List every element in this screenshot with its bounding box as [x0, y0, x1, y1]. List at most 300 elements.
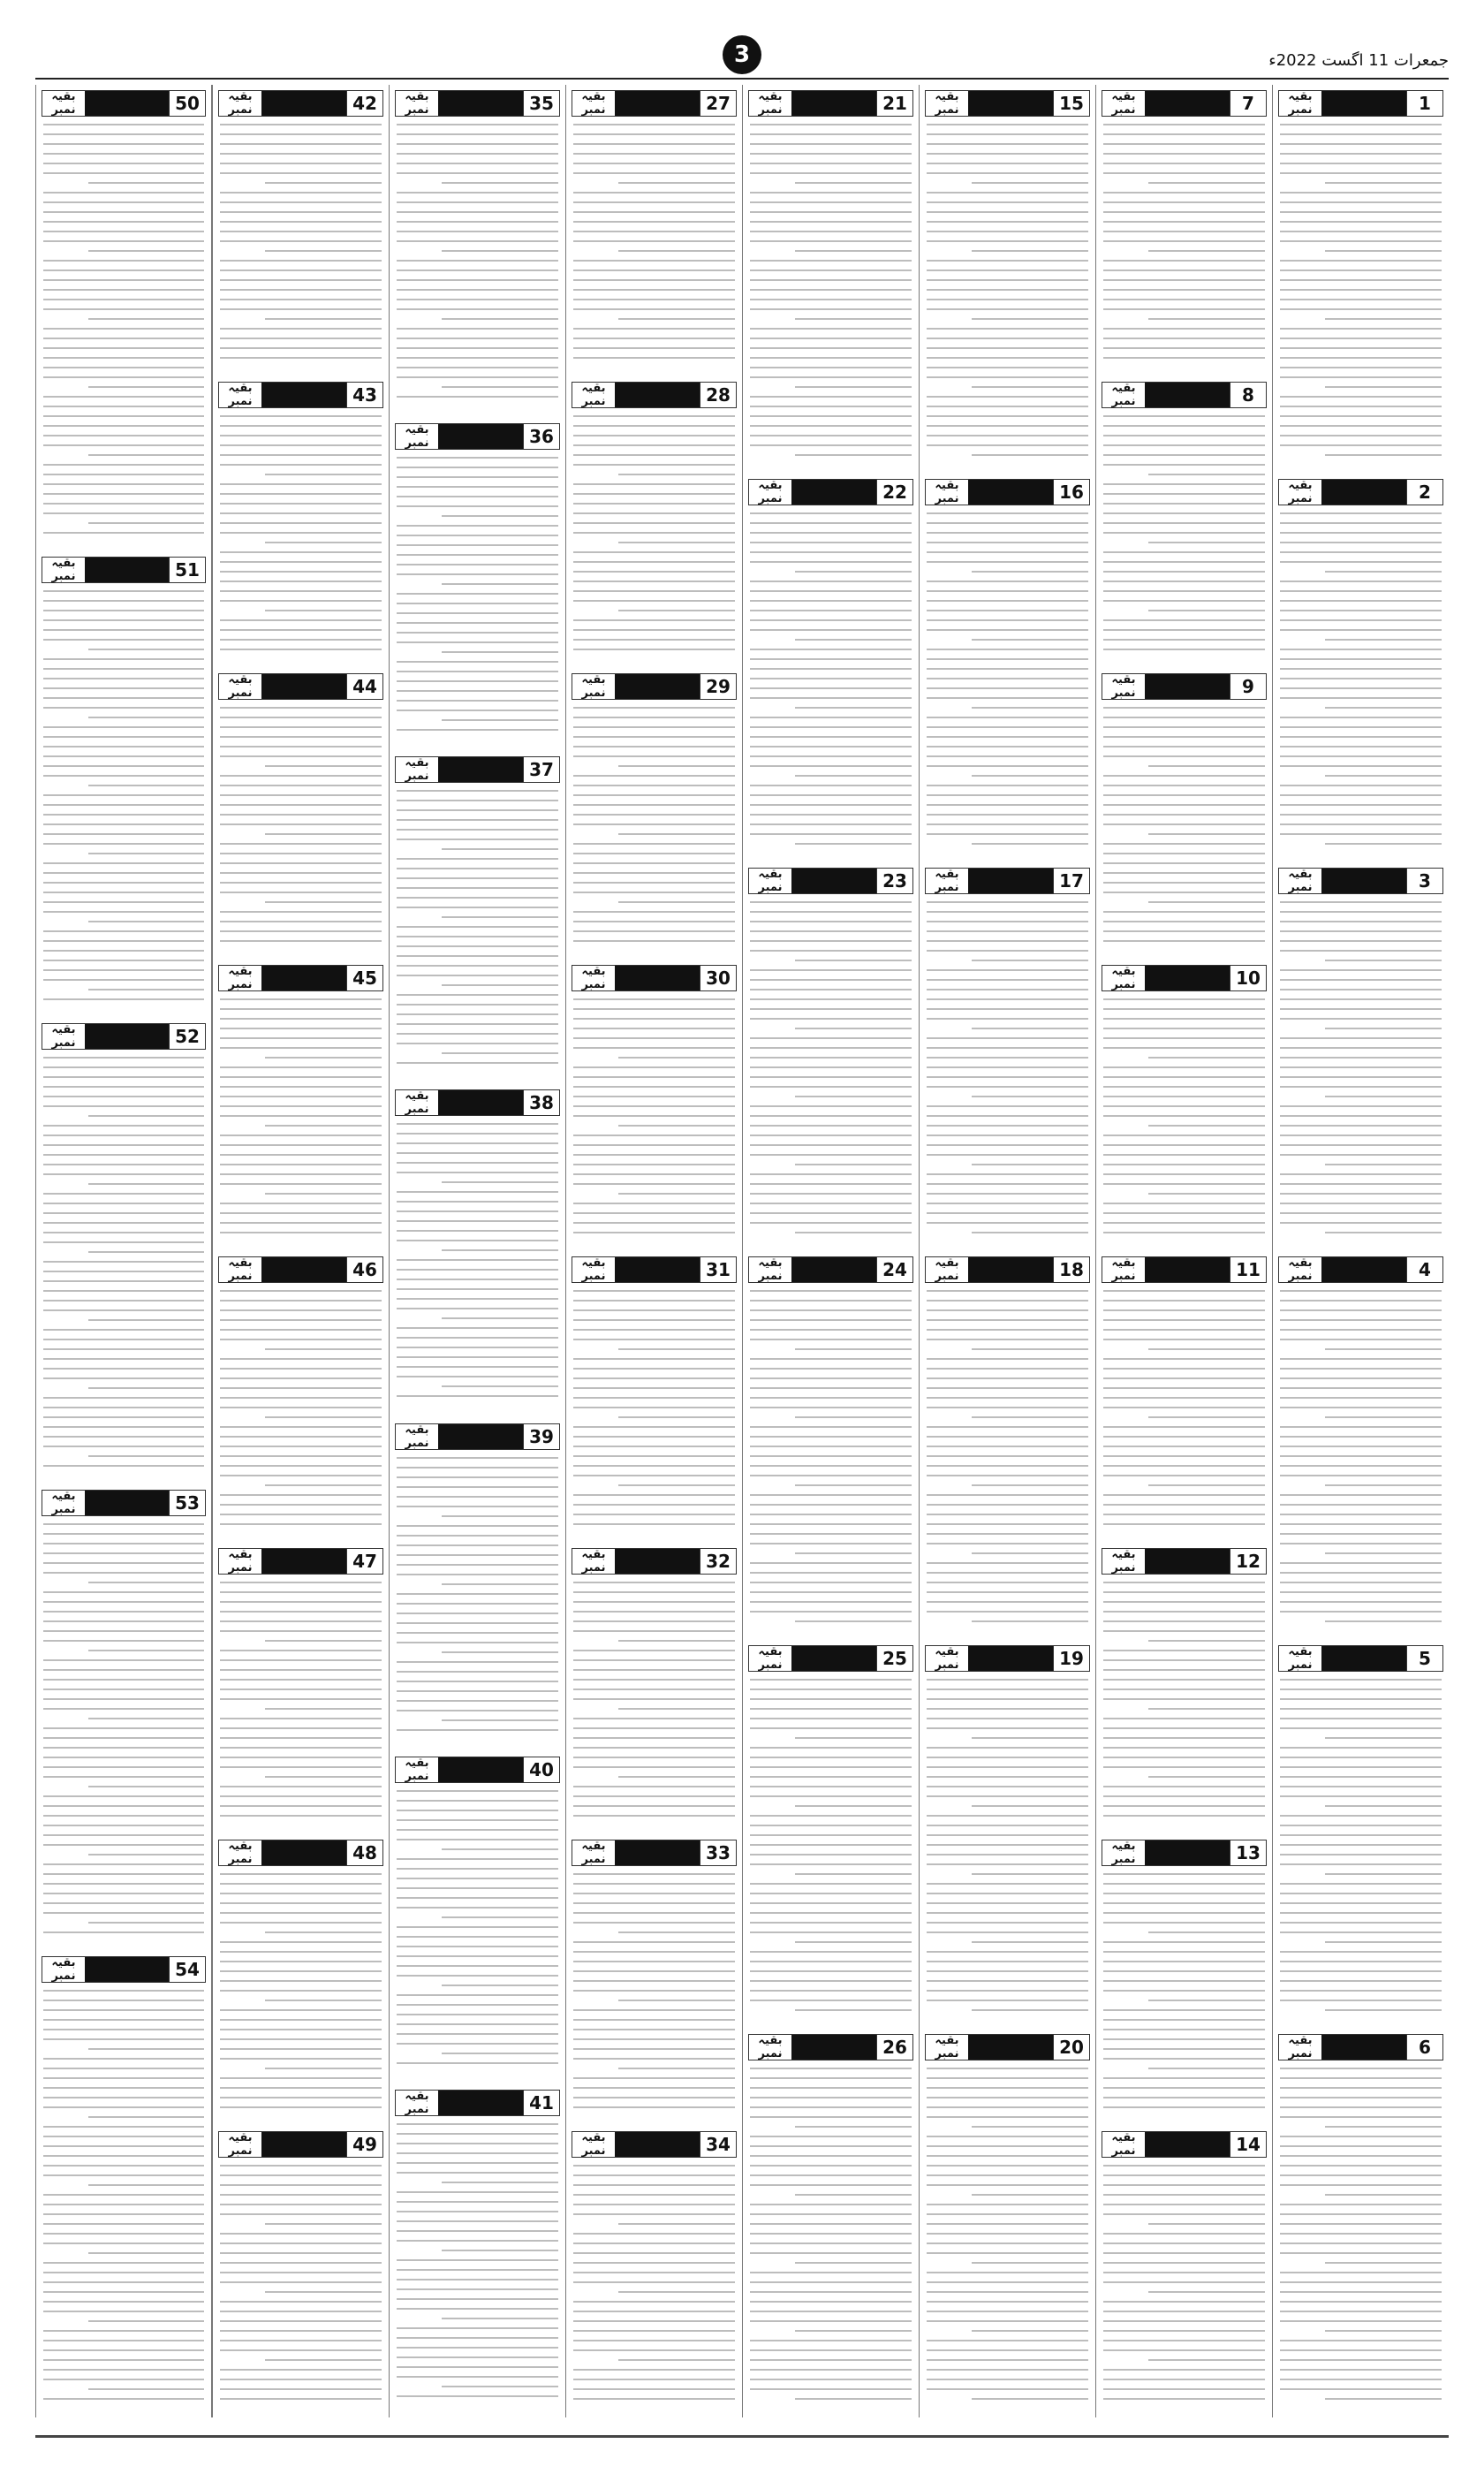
text-line	[1103, 1329, 1265, 1331]
text-line	[43, 1290, 204, 1292]
text-line	[43, 2281, 204, 2283]
text-line	[573, 1689, 735, 1690]
text-line	[442, 984, 558, 986]
continuation-tag: بقیہ نمبر	[1288, 2034, 1313, 2060]
continuation-box	[1102, 2131, 1267, 2158]
text-line	[220, 998, 382, 1000]
text-line	[220, 794, 382, 796]
column-3	[919, 85, 1095, 2417]
text-line	[43, 1708, 204, 1710]
text-line	[43, 2204, 204, 2205]
continuation-box	[42, 90, 206, 117]
text-line	[43, 1659, 204, 1661]
text-line	[43, 1757, 204, 1758]
text-line	[1280, 2349, 1442, 2351]
text-line	[1280, 1708, 1442, 1710]
text-line	[1103, 1514, 1265, 1515]
text-line	[1280, 629, 1442, 631]
text-line	[750, 1922, 912, 1924]
text-line	[397, 1525, 558, 1527]
text-line	[442, 848, 558, 850]
text-line	[43, 133, 204, 135]
text-line	[43, 1446, 204, 1447]
continuation-number: 8	[1230, 383, 1266, 407]
text-line	[1103, 512, 1265, 514]
text-line	[927, 1125, 1088, 1127]
text-line	[397, 2376, 558, 2378]
text-line	[927, 687, 1088, 689]
continuation-tag: بقیہ نمبر	[1288, 1645, 1313, 1672]
text-line	[927, 192, 1088, 194]
text-line	[927, 1018, 1088, 1020]
text-line	[88, 2320, 204, 2322]
text-line	[795, 960, 912, 961]
text-line	[1280, 989, 1442, 990]
text-line	[573, 1795, 735, 1797]
continuation-tag: بقیہ نمبر	[758, 868, 783, 894]
text-line	[927, 2340, 1088, 2341]
text-line	[1103, 1368, 1265, 1370]
text-line	[927, 1407, 1088, 1408]
text-line	[750, 1358, 912, 1360]
text-line	[927, 1066, 1088, 1068]
column-2	[1095, 85, 1272, 2417]
text-line	[265, 2223, 382, 2225]
text-line	[927, 1747, 1088, 1749]
dateline: جمعرات 11 اگست 2022ء	[1268, 51, 1449, 70]
black-bar	[1145, 674, 1230, 699]
text-line	[795, 1941, 912, 1943]
text-line	[397, 1710, 558, 1711]
text-line	[220, 1329, 382, 1331]
text-line	[397, 809, 558, 811]
text-line	[1103, 551, 1265, 553]
text-line	[397, 1535, 558, 1537]
text-line	[220, 2048, 382, 2050]
text-line	[573, 717, 735, 718]
text-line	[1280, 1086, 1442, 1088]
text-line	[88, 386, 204, 388]
text-line	[573, 1290, 735, 1292]
text-line	[220, 2301, 382, 2303]
text-line	[1280, 911, 1442, 913]
text-line	[927, 823, 1088, 825]
text-line	[1280, 1125, 1442, 1127]
text-line	[927, 1076, 1088, 1078]
text-line	[1280, 1047, 1442, 1049]
text-line	[220, 1339, 382, 1340]
continuation-number: 9	[1230, 674, 1266, 699]
text-line	[220, 639, 382, 641]
text-line	[442, 2250, 558, 2251]
text-line	[573, 1037, 735, 1039]
text-line	[1103, 357, 1265, 359]
text-line	[397, 1790, 558, 1792]
text-line	[265, 1640, 382, 1642]
text-line	[927, 619, 1088, 621]
article-text-block	[927, 901, 1088, 1248]
text-line	[972, 2194, 1088, 2196]
text-line	[1280, 1922, 1442, 1924]
text-line	[927, 2077, 1088, 2079]
text-line	[618, 1057, 735, 1059]
text-line	[397, 2347, 558, 2349]
text-line	[1280, 1212, 1442, 1214]
text-line	[1103, 2330, 1265, 2332]
text-line	[618, 1484, 735, 1486]
text-line	[1280, 1747, 1442, 1749]
text-line	[750, 2184, 912, 2186]
text-line	[43, 367, 204, 368]
text-line	[220, 1018, 382, 1020]
text-line	[1280, 755, 1442, 757]
text-line	[927, 561, 1088, 563]
text-line	[927, 1086, 1088, 1088]
text-line	[750, 1795, 912, 1797]
black-bar	[261, 2132, 346, 2157]
text-line	[927, 2165, 1088, 2167]
text-line	[927, 1922, 1088, 1924]
text-line	[750, 1718, 912, 1719]
text-line	[220, 1902, 382, 1904]
text-line	[43, 1912, 204, 1914]
text-line	[750, 2213, 912, 2215]
text-line	[397, 1878, 558, 1879]
text-line	[750, 1309, 912, 1311]
text-line	[927, 2213, 1088, 2215]
text-line	[1148, 1348, 1265, 1350]
text-line	[1280, 1931, 1442, 1933]
text-line	[573, 1893, 735, 1894]
continuation-box	[218, 965, 383, 991]
text-line	[1103, 804, 1265, 806]
article-text-block	[397, 124, 558, 414]
text-line	[573, 1970, 735, 1972]
continuation-box	[748, 1645, 913, 1672]
text-line	[442, 1848, 558, 1850]
text-line	[573, 2349, 735, 2351]
text-line	[397, 1810, 558, 1811]
text-line	[1280, 1008, 1442, 1010]
text-line	[43, 221, 204, 223]
text-line	[927, 2291, 1088, 2293]
text-line	[220, 1912, 382, 1914]
text-line	[1103, 1203, 1265, 1204]
black-bar	[438, 1090, 523, 1115]
text-line	[750, 2087, 912, 2089]
text-line	[1103, 454, 1265, 456]
continuation-tag: بقیہ نمبر	[1288, 1256, 1313, 1283]
text-line	[573, 2311, 735, 2312]
text-line	[1280, 1494, 1442, 1496]
text-line	[972, 2262, 1088, 2264]
text-line	[220, 503, 382, 505]
continuation-tag: بقیہ نمبر	[1288, 479, 1313, 505]
text-line	[1280, 921, 1442, 922]
text-line	[795, 2262, 912, 2264]
continuation-tag: بقیہ نمبر	[228, 2131, 253, 2158]
text-line	[618, 2359, 735, 2361]
text-line	[1103, 2174, 1265, 2176]
text-line	[795, 1484, 912, 1486]
text-line	[442, 583, 558, 585]
text-line	[927, 1222, 1088, 1224]
text-line	[927, 425, 1088, 427]
text-line	[220, 921, 382, 922]
text-line	[1280, 367, 1442, 368]
text-line	[442, 916, 558, 918]
continuation-box	[1102, 1256, 1267, 1283]
text-line	[927, 415, 1088, 417]
text-line	[220, 532, 382, 534]
text-line	[442, 1052, 558, 1054]
text-line	[1280, 279, 1442, 281]
text-line	[43, 1358, 204, 1360]
text-line	[1103, 2369, 1265, 2371]
text-line	[927, 2311, 1088, 2312]
text-line	[442, 1719, 558, 1721]
text-line	[573, 2106, 735, 2108]
text-line	[1280, 1912, 1442, 1914]
text-line	[88, 785, 204, 786]
text-line	[397, 2269, 558, 2271]
text-line	[573, 1066, 735, 1068]
continuation-box	[748, 868, 913, 894]
article-text-block	[573, 124, 735, 373]
text-line	[397, 975, 558, 976]
text-line	[750, 998, 912, 1000]
text-line	[1103, 1718, 1265, 1719]
continuation-box	[1278, 1256, 1443, 1283]
continuation-number: 44	[346, 674, 382, 699]
text-line	[397, 994, 558, 996]
text-line	[1103, 1630, 1265, 1632]
text-line	[750, 1494, 912, 1496]
text-line	[750, 1407, 912, 1408]
text-line	[397, 260, 558, 262]
text-line	[927, 211, 1088, 213]
text-line	[1280, 649, 1442, 650]
text-line	[43, 1630, 204, 1632]
text-line	[618, 1640, 735, 1642]
text-line	[573, 2262, 735, 2264]
text-line	[1280, 1961, 1442, 1962]
text-line	[220, 357, 382, 359]
text-line	[1103, 639, 1265, 641]
text-line	[43, 1300, 204, 1302]
text-line	[1280, 2204, 1442, 2205]
text-line	[927, 1368, 1088, 1370]
continuation-tag: بقیہ نمبر	[1111, 965, 1136, 991]
black-bar	[791, 1257, 876, 1282]
text-line	[750, 1076, 912, 1078]
continuation-box	[925, 2034, 1090, 2060]
text-line	[397, 1043, 558, 1044]
text-line	[397, 2366, 558, 2368]
text-line	[43, 2311, 204, 2312]
text-line	[573, 454, 735, 456]
text-line	[43, 1611, 204, 1613]
text-line	[43, 1727, 204, 1729]
text-line	[972, 318, 1088, 320]
text-line	[618, 2291, 735, 2293]
text-line	[220, 1786, 382, 1787]
continuation-number: 20	[1053, 2035, 1089, 2060]
text-line	[43, 2330, 204, 2332]
text-line	[43, 1572, 204, 1574]
text-line	[397, 1700, 558, 1702]
text-line	[397, 2123, 558, 2125]
text-line	[1280, 785, 1442, 786]
text-line	[750, 444, 912, 446]
text-line	[1280, 1533, 1442, 1535]
text-line	[1103, 1689, 1265, 1690]
text-line	[43, 1747, 204, 1749]
article-text-block	[573, 415, 735, 664]
text-line	[220, 201, 382, 203]
text-line	[750, 1475, 912, 1476]
continuation-box	[218, 1840, 383, 1866]
text-line	[43, 746, 204, 748]
article-text-block	[220, 1290, 382, 1539]
continuation-box	[42, 1023, 206, 1050]
text-line	[220, 755, 382, 757]
text-line	[927, 1679, 1088, 1681]
text-line	[397, 2308, 558, 2310]
continuation-number: 53	[169, 1491, 205, 1515]
text-line	[43, 2243, 204, 2244]
text-line	[43, 279, 204, 281]
text-line	[927, 2068, 1088, 2069]
text-line	[1103, 872, 1265, 874]
text-line	[927, 1601, 1088, 1603]
text-line	[573, 785, 735, 786]
text-line	[927, 581, 1088, 582]
continuation-number: 22	[876, 480, 912, 505]
text-line	[573, 2097, 735, 2098]
text-line	[927, 668, 1088, 670]
text-line	[573, 328, 735, 330]
text-line	[750, 736, 912, 738]
text-line	[618, 765, 735, 767]
continuation-number: 41	[523, 2091, 559, 2115]
black-bar	[438, 2091, 523, 2115]
continuation-tag: بقیہ نمبر	[581, 90, 606, 117]
text-line	[927, 2379, 1088, 2380]
article-text-block	[43, 1523, 204, 1947]
text-line	[88, 989, 204, 990]
text-line	[397, 945, 558, 947]
black-bar	[968, 2035, 1053, 2060]
text-line	[1103, 1377, 1265, 1379]
text-line	[927, 2233, 1088, 2235]
text-line	[43, 1902, 204, 1904]
text-line	[1103, 1494, 1265, 1496]
text-line	[1280, 600, 1442, 602]
footer-rule	[35, 2435, 1449, 2438]
text-line	[750, 2000, 912, 2001]
text-line	[573, 1047, 735, 1049]
text-line	[1103, 1212, 1265, 1214]
text-line	[1103, 1144, 1265, 1146]
text-line	[1103, 2388, 1265, 2390]
text-line	[750, 338, 912, 339]
text-line	[573, 1086, 735, 1088]
text-line	[750, 1397, 912, 1399]
text-line	[1280, 512, 1442, 514]
text-line	[397, 671, 558, 672]
text-line	[1148, 2359, 1265, 2361]
text-line	[397, 1133, 558, 1135]
text-line	[265, 1348, 382, 1350]
text-line	[927, 522, 1088, 524]
text-line	[43, 882, 204, 884]
text-line	[927, 1825, 1088, 1826]
article-text-block	[1280, 1679, 1442, 2025]
text-line	[220, 1135, 382, 1136]
text-line	[1325, 318, 1442, 320]
text-line	[972, 2330, 1088, 2332]
continuation-number: 40	[523, 1757, 559, 1782]
text-line	[927, 231, 1088, 232]
text-line	[88, 1582, 204, 1583]
text-line	[750, 1727, 912, 1729]
text-line	[43, 289, 204, 291]
text-line	[573, 707, 735, 709]
text-line	[220, 1154, 382, 1156]
text-line	[750, 163, 912, 164]
text-line	[1103, 775, 1265, 777]
continuation-box	[572, 382, 737, 408]
text-line	[573, 1203, 735, 1204]
text-line	[750, 357, 912, 359]
text-line	[43, 532, 204, 534]
text-line	[220, 2174, 382, 2176]
text-line	[573, 581, 735, 582]
text-line	[1103, 124, 1265, 125]
text-line	[43, 1844, 204, 1846]
text-line	[573, 163, 735, 164]
text-line	[927, 347, 1088, 349]
text-line	[573, 1786, 735, 1787]
text-line	[1103, 581, 1265, 582]
text-line	[1280, 1572, 1442, 1574]
text-line	[220, 736, 382, 738]
text-line	[795, 571, 912, 573]
text-line	[397, 1965, 558, 1967]
text-line	[442, 515, 558, 517]
text-line	[927, 240, 1088, 242]
text-line	[1280, 1154, 1442, 1156]
text-line	[43, 1271, 204, 1272]
text-line	[43, 1135, 204, 1136]
text-line	[573, 1475, 735, 1476]
text-line	[220, 1650, 382, 1651]
text-line	[1280, 2272, 1442, 2273]
text-line	[1280, 940, 1442, 942]
text-line	[927, 833, 1088, 835]
text-line	[573, 1300, 735, 1302]
text-line	[43, 2038, 204, 2040]
text-line	[573, 1212, 735, 1214]
black-bar	[1145, 1257, 1230, 1282]
text-line	[43, 2213, 204, 2215]
text-line	[1325, 386, 1442, 388]
text-line	[1280, 746, 1442, 748]
continuation-number: 24	[876, 1257, 912, 1282]
text-line	[397, 729, 558, 731]
text-line	[750, 1018, 912, 1020]
